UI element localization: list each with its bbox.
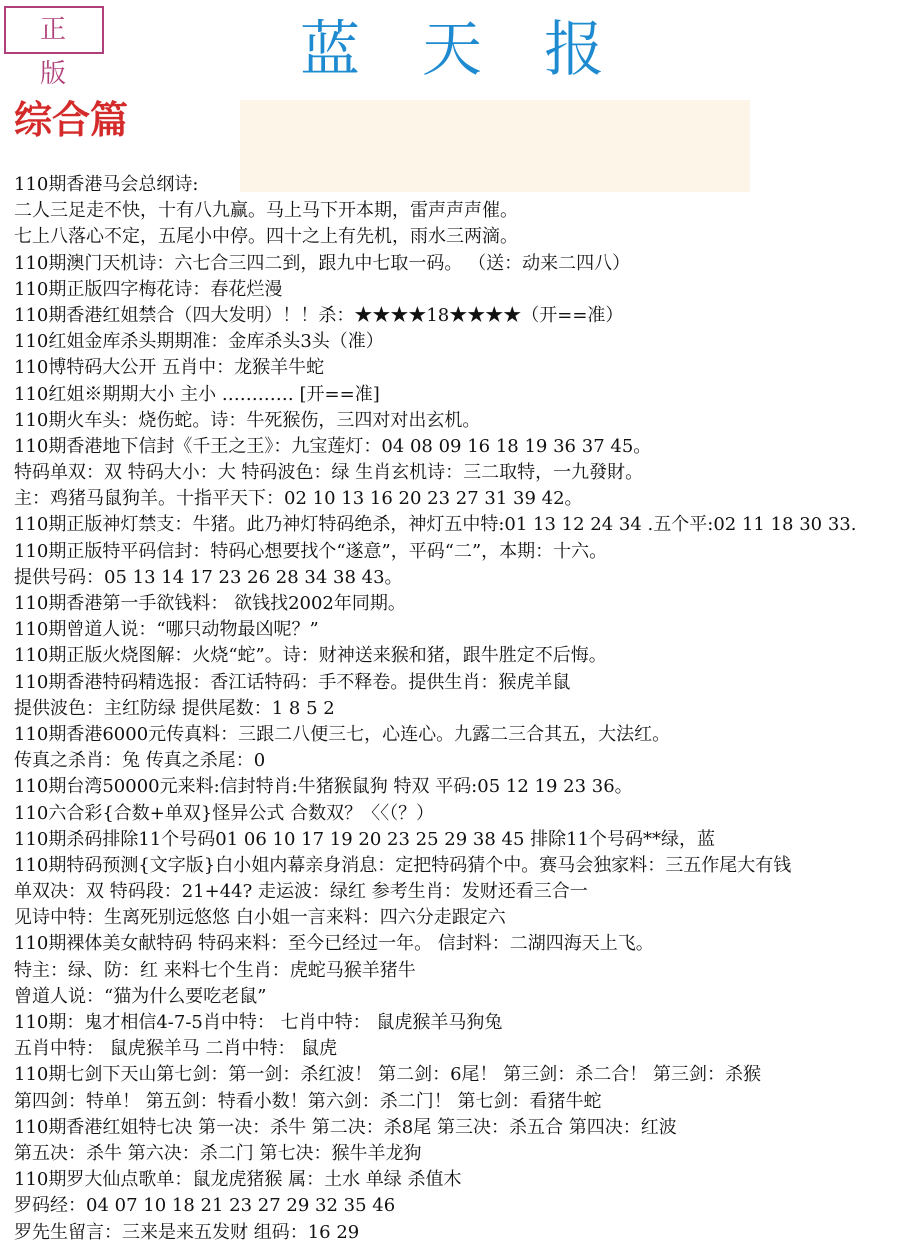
article-line: 主：鸡猪马鼠狗羊。十指平天下：02 10 13 16 20 23 27 31 39 42。	[14, 488, 583, 510]
article-line: 提供号码：05 13 14 17 23 26 28 34 38 43。	[14, 566, 403, 588]
article-line: 110期正版神灯禁支：牛猪。此乃神灯特码绝杀，神灯五中特:01 13 12 24 34 .五个平:02 11 18 30 33.	[14, 514, 857, 536]
article-line: 110期杀码排除11个号码01 06 10 17 19 20 23 25 29 38 45 排除11个号码**绿，蓝	[14, 828, 716, 850]
article-line: 罗码经：04 07 10 18 21 23 27 29 32 35 46	[14, 1195, 396, 1217]
article-line: 110博特码大公开 五肖中：龙猴羊牛蛇	[14, 357, 325, 379]
article-line: 110红姐※期期大小 主小 ………… [开==准]	[14, 383, 380, 405]
article-line: 110期香港红姐禁合（四大发明）！！杀：★★★★18★★★★（开==准）	[14, 304, 624, 326]
article-line: 110期裸体美女献特码 特码来料：至今已经过一年。 信封料：二湖四海天上飞。	[14, 933, 654, 955]
article-line: 单双决：双 特码段：21+44? 走运波：绿红 参考生肖：发财还看三合一	[14, 881, 588, 903]
article-line: 提供波色：主红防绿 提供尾数：1 8 5 2	[14, 697, 335, 719]
article-line: 110期：鬼才相信4-7-5肖中特： 七肖中特： 鼠虎猴羊马狗兔	[14, 1012, 503, 1033]
article-line: 特主：绿、防：红 来料七个生肖：虎蛇马猴羊猪牛	[14, 959, 416, 981]
article-line: 110期澳门天机诗：六七合三四二到，跟九中七取一码。 （送：动来二四八）	[14, 252, 631, 274]
article-line: 110期香港特码精选报：香江话特码：手不释卷。提供生肖：猴虎羊鼠	[14, 671, 571, 693]
article-line: 110期正版火烧图解：火烧“蛇”。诗：财神送来猴和猪，跟牛胜定不后悔。	[14, 645, 607, 667]
article-line: 110红姐金库杀头期期准：金库杀头3头（准）	[14, 331, 384, 353]
article-line: 110期香港马会总纲诗:	[14, 174, 199, 195]
edition-stamp: 正 版	[4, 6, 104, 54]
article-line: 110期曾道人说：“哪只动物最凶呢？”	[14, 619, 319, 641]
article-line: 110期香港第一手欲钱料： 欲钱找2002年同期。	[14, 593, 406, 614]
article-line: 特码单双：双 特码大小：大 特码波色：绿 生肖玄机诗：三二取特，一九發財。	[14, 462, 644, 484]
article-line: 110期特码预测{文字版}白小姐内幕亲身消息：定把特码猜个中。赛马会独家料：三五作尾大有钱	[14, 854, 792, 876]
section-heading: 综合篇	[14, 97, 129, 142]
article-lines	[14, 172, 898, 1246]
article-line: 七上八落心不定，五尾小中停。四十之上有先机，雨水三两滴。	[14, 226, 518, 248]
article-line: 110期火车头：烧伤蛇。诗：牛死猴伤，三四对对出玄机。	[14, 409, 481, 431]
article-line: 110期正版四字梅花诗：春花烂漫	[14, 278, 283, 300]
article-line: 见诗中特：生离死别远悠悠 白小姐一言来料：四六分走跟定六	[14, 907, 506, 929]
article-line: 曾道人说：“猫为什么要吃老鼠”	[14, 985, 267, 1007]
article-line: 五肖中特： 鼠虎猴羊马 二肖中特： 鼠虎	[14, 1038, 338, 1060]
article-line: 110期七剑下天山第七剑：第一剑：杀红波！ 第二剑：6尾！ 第三剑：杀二合！ 第三剑：杀猴	[14, 1064, 761, 1086]
article-line: 110期罗大仙点歌单：鼠龙虎猪猴 属：土水 单绿 杀值木	[14, 1169, 462, 1191]
article-line: 110期台湾50000元来料:信封特肖:牛猪猴鼠狗 特双 平码:05 12 19 23 36。	[14, 776, 633, 798]
article-line: 传真之杀肖：兔 传真之杀尾：0	[14, 750, 266, 772]
article-line: 110六合彩{合数+单双}怪异公式 合数双？〈〈（？）	[14, 802, 435, 824]
newspaper-title: 蓝天报	[300, 15, 666, 85]
article-line: 110期香港6000元传真料：三跟二八便三七，心连心。九露二三合其五，大法红。	[14, 723, 671, 745]
article-line: 第五决：杀牛 第六决：杀二门 第七决：猴牛羊龙狗	[14, 1142, 422, 1164]
article-line: 第四剑：特单！ 第五剑：特看小数！第六剑：杀二门！ 第七剑：看猪牛蛇	[14, 1090, 602, 1112]
article-line: 110期正版特平码信封：特码心想要找个“遂意”，平码“二”，本期：十六。	[14, 540, 608, 562]
article-line: 110期香港地下信封《千王之王》：九宝莲灯：04 08 09 16 18 19 36 37 45。	[14, 435, 652, 457]
article-line: 罗先生留言：三来是来五发财 组码：16 29	[14, 1221, 360, 1243]
article-line: 二人三足走不快，十有八九赢。马上马下开本期，雷声声声催。	[14, 200, 518, 222]
article-line: 110期香港红姐特七决 第一决：杀牛 第二决：杀8尾 第三决：杀五合 第四决：红波	[14, 1116, 677, 1138]
